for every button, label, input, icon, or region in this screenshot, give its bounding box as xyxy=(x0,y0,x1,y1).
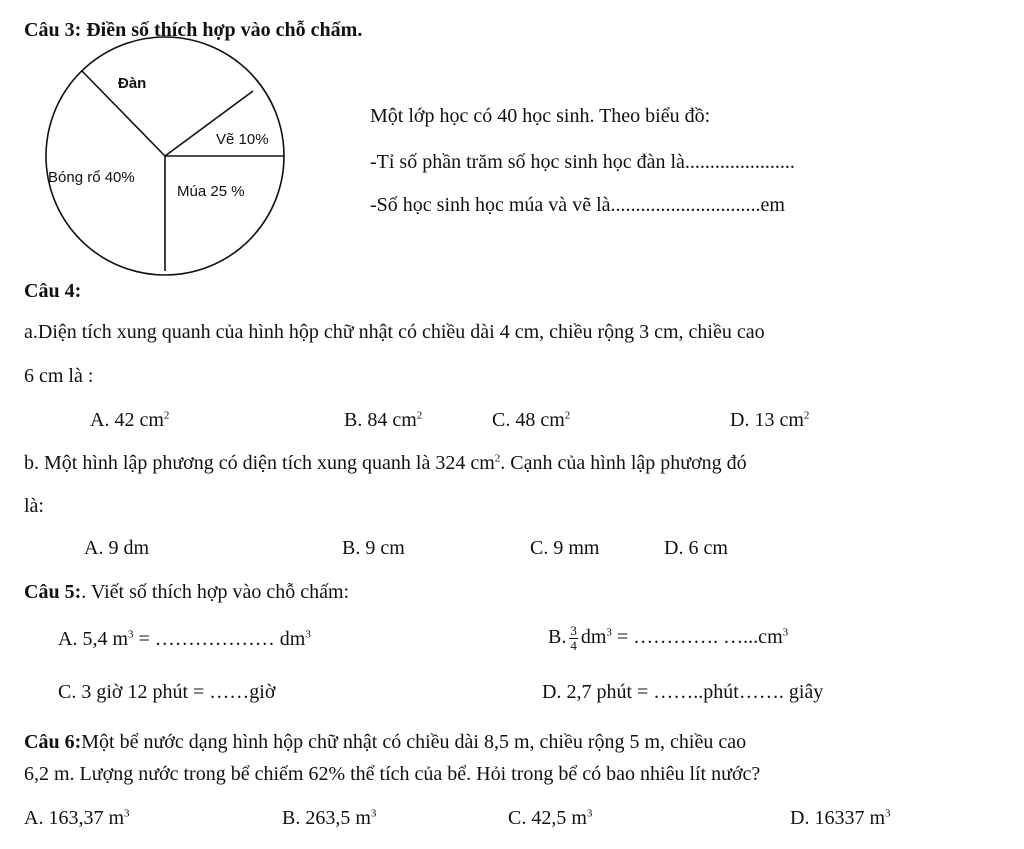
q4-a-option-b: B. 84 $cm^2$ xyxy=(344,409,423,431)
q4-b-option-d: D. 6 cm xyxy=(664,537,728,559)
q6-option-d: D. 16337 $m^3$ xyxy=(790,807,891,829)
q5-item-c: C. 3 giờ 12 phút = ……giờ xyxy=(58,681,276,703)
pie-label-ve: Vẽ 10% xyxy=(216,131,269,148)
q5-item-b: B. $\frac{3}{4}$ $dm^3$ = …………. $\dots...cm^3$ xyxy=(548,622,789,653)
q4-a-option-d: D. 13 $cm^2$ xyxy=(730,409,810,431)
q3-line1: -Tỉ số phần trăm số học sinh học đàn là...................... xyxy=(370,151,795,173)
q3-intro: Một lớp học có 40 học sinh. Theo biểu đồ: xyxy=(370,105,711,127)
q4-title: Câu 4: xyxy=(24,280,82,302)
q4-a-option-c: C. 48 $cm^2$ xyxy=(492,409,571,431)
q3-title: Câu 3: Điền số thích hợp vào chỗ chấm. xyxy=(24,19,363,41)
q6-option-c: C. 42,5 $m^3$ xyxy=(508,807,593,829)
q4-b-text-2: là: xyxy=(24,495,44,517)
q6-option-b: B. 263,5 $m^3$ xyxy=(282,807,377,829)
q3-line2: -Số học sinh học múa và vẽ là..............................em xyxy=(370,194,785,216)
pie-label-mua: Múa 25 % xyxy=(177,183,245,200)
q5-item-a: A. 5,4 $m^3$ = ……………… $dm^3$ xyxy=(58,628,311,650)
q4-a-text-2: 6 cm là : xyxy=(24,365,94,387)
q4-b-option-c: C. 9 mm xyxy=(530,537,600,559)
q6-text-2: 6,2 m. Lượng nước trong bể chiếm 62% thể tích của bể. Hỏi trong bể có bao nhiêu lít nước? xyxy=(24,763,761,785)
q6-option-a: A. 163,37 $m^3$ xyxy=(24,807,130,829)
pie-label-bong-ro: Bóng rổ 40% xyxy=(48,169,135,186)
q4-b-option-b: B. 9 cm xyxy=(342,537,405,559)
fraction-three-quarters: $\frac{3}{4}$ xyxy=(570,622,577,653)
q5-title: Câu 5:. Viết số thích hợp vào chỗ chấm: xyxy=(24,581,350,603)
q6-text-1: Câu 6:Một bể nước dạng hình hộp chữ nhật có chiều dài 8,5 m, chiều rộng 5 m, chiều cao xyxy=(24,731,747,753)
q4-a-text-1: a.Diện tích xung quanh của hình hộp chữ nhật có chiều dài 4 cm, chiều rộng 3 cm, chiều cao xyxy=(24,321,765,343)
q4-b-option-a: A. 9 dm xyxy=(84,537,149,559)
q5-item-d: D. 2,7 phút = ……..phút……. giây xyxy=(542,681,824,703)
q4-b-text-1: b. Một hình lập phương có diện tích xung quanh là 324 $cm^2$. Cạnh của hình lập phương đó xyxy=(24,452,747,474)
q4-a-option-a: A. 42 $cm^2$ xyxy=(90,409,170,431)
pie-label-dan: Đàn xyxy=(118,75,147,92)
